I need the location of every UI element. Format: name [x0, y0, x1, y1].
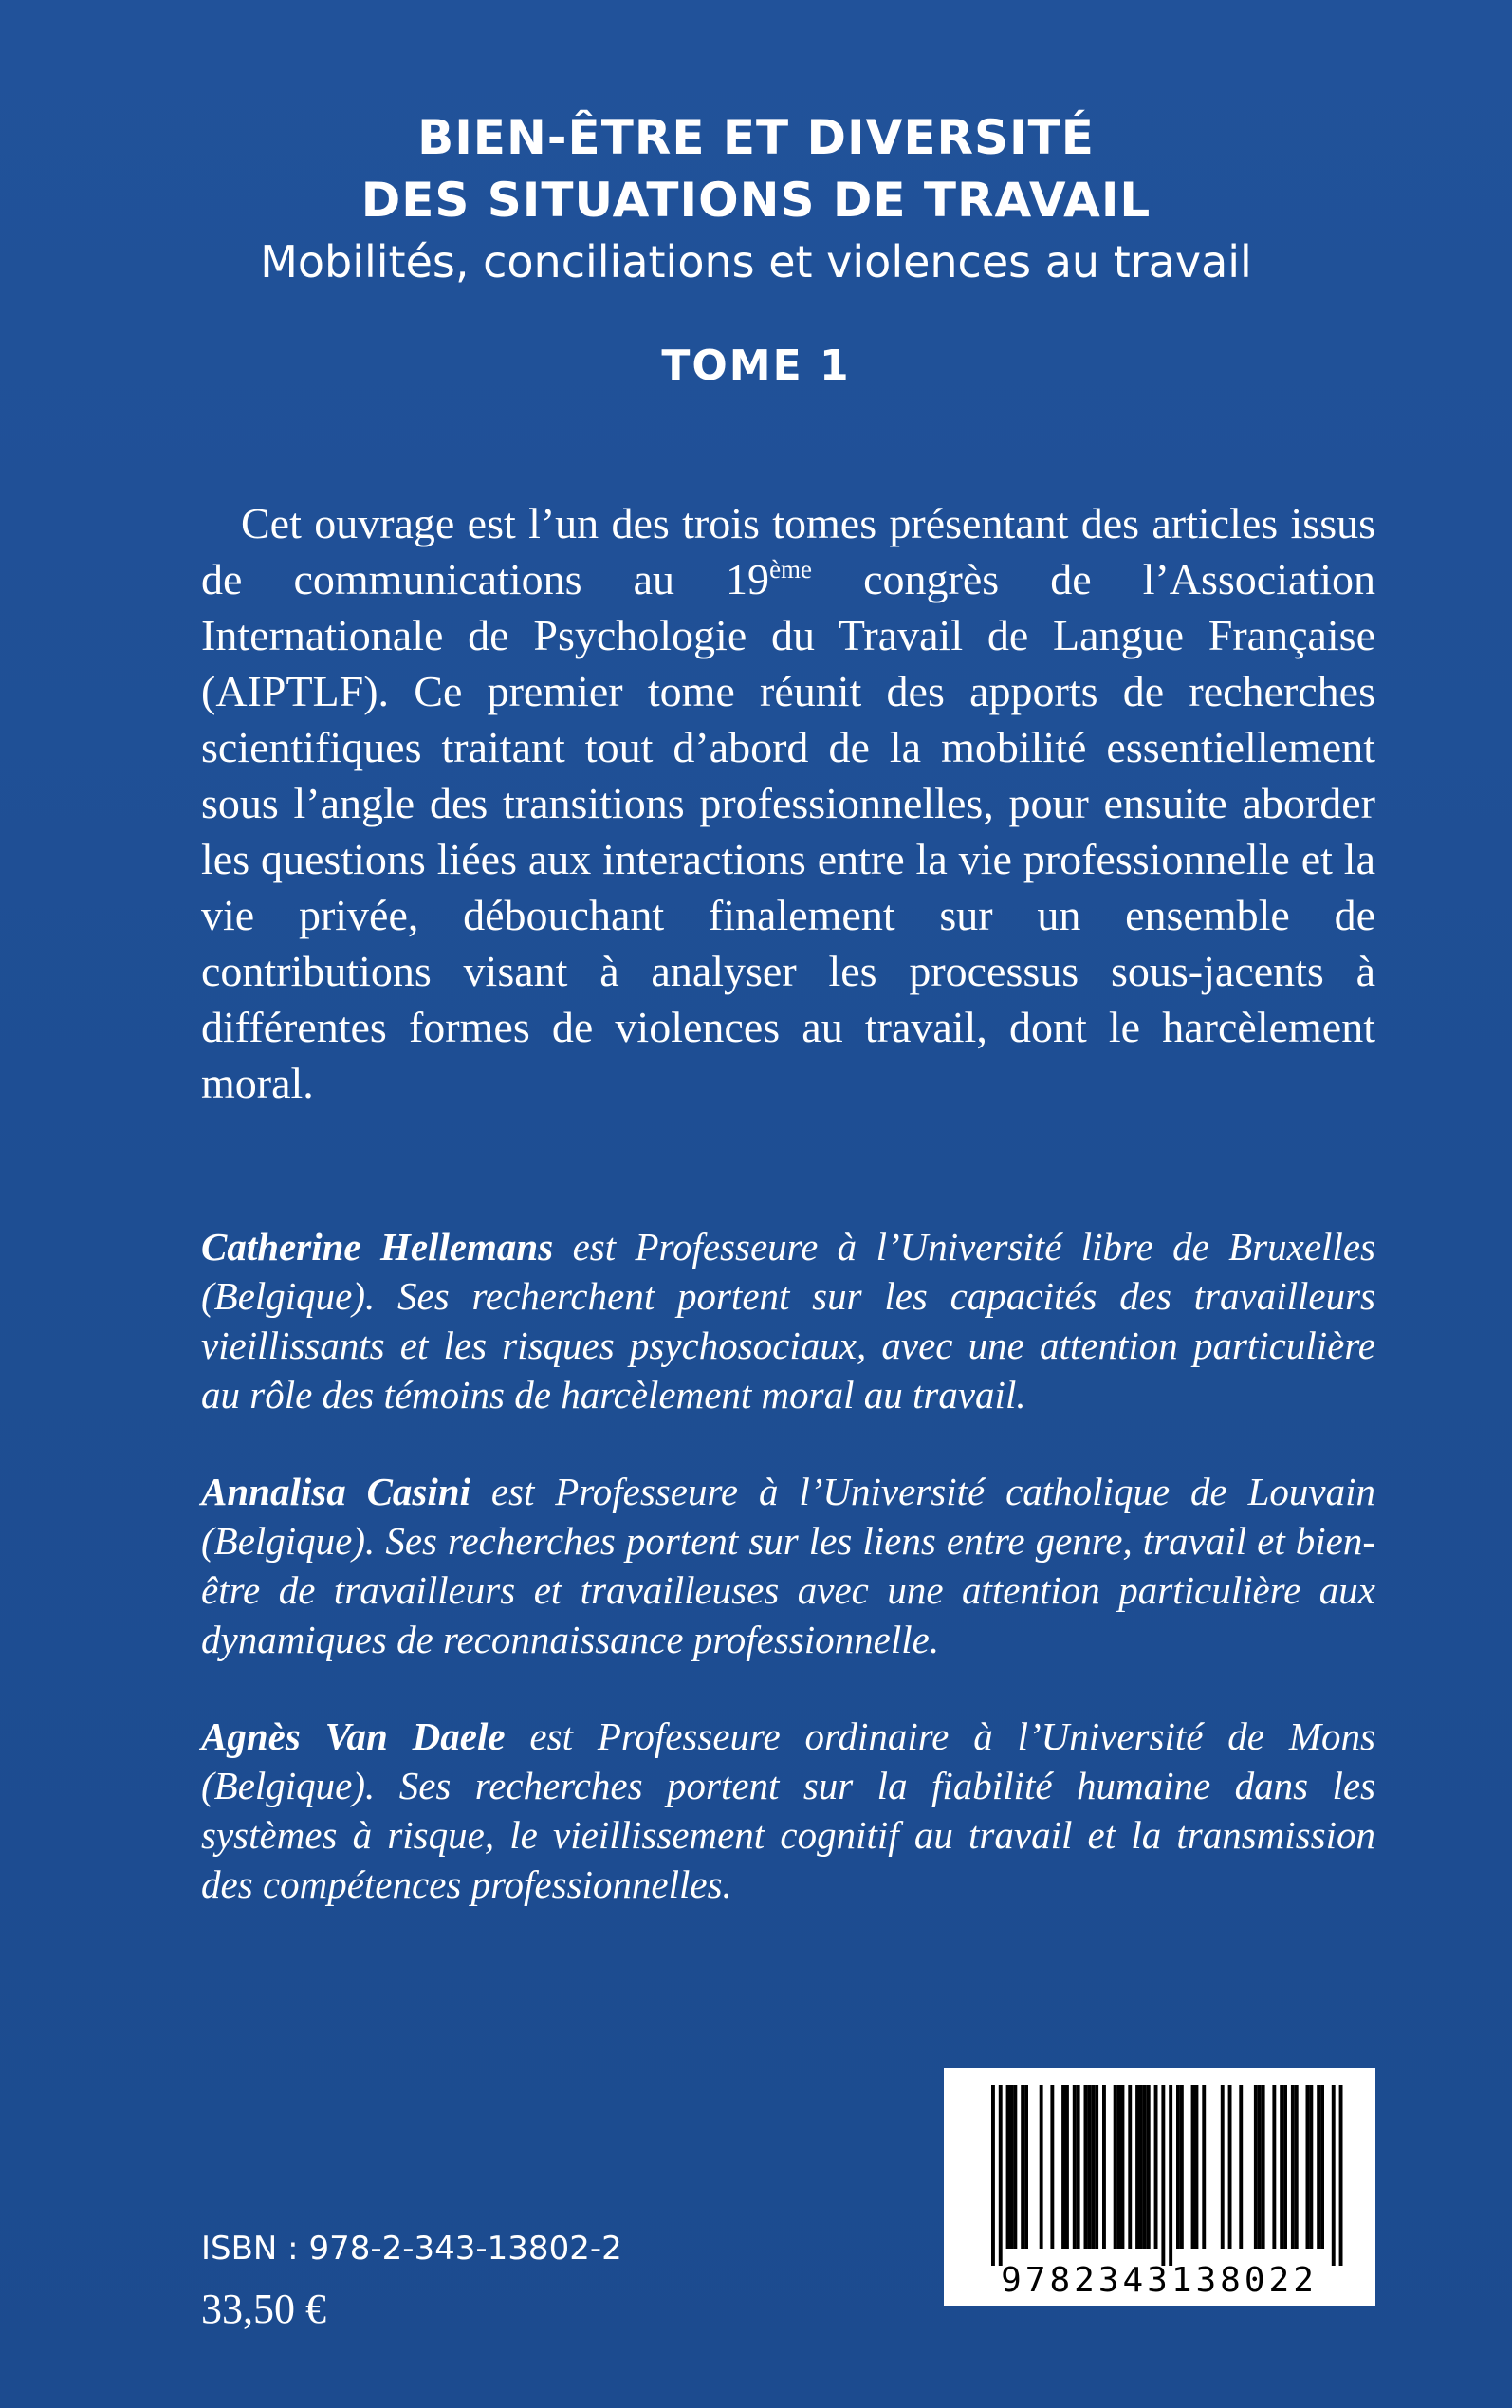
author-name-2: Annalisa Casini [201, 1470, 470, 1513]
barcode-bar [1228, 2085, 1232, 2249]
book-title-line-2: DES SITUATIONS DE TRAVAIL [360, 173, 1152, 228]
barcode-bar [1169, 2085, 1172, 2266]
barcode-graphic [944, 2068, 1375, 2306]
barcode-bars [991, 2085, 1343, 2266]
barcode-bar [1272, 2085, 1276, 2249]
barcode-digits: 9782343138022 [1001, 2261, 1318, 2300]
summary-superscript: ème [769, 555, 813, 583]
barcode-bar [1161, 2085, 1165, 2266]
barcode-bar [1073, 2085, 1077, 2249]
barcode-bar [1239, 2085, 1243, 2249]
barcode-bar [1254, 2085, 1258, 2249]
author-bio-2 [201, 1467, 1375, 1664]
barcode-bar [1309, 2085, 1313, 2249]
author-bio-text-3: est Professeure ordinaire à l’Université de Mons (Belgique). Ses recherches portent sur la fiabilité humaine dans les systèmes à risque, le vieillissement cognitif au travail et la transmission des compétences professionnelles. [201, 1714, 1375, 1906]
summary-text-part-2: congrès de l’Association Internationale de Psychologie du Travail de Langue Française (AIPTLF). Ce premier tome réunit des apports de recherches scientifiques traitant tout d’abord de la mobilité essentiellement sous l’angle des transitions professionnelles, pour ensuite aborder les questions liées aux interactions entre la vie professionnelle et la vie privée, débouchant finalement sur un ensemble de contributions visant à analyser les processus sous-jacents à différentes formes de violences au travail, dont le harcèlement moral. [201, 555, 1375, 1107]
barcode-bar [999, 2085, 1003, 2266]
barcode-bar [1295, 2085, 1299, 2249]
barcode-bar [1102, 2085, 1106, 2249]
barcode-bar [1128, 2085, 1132, 2249]
barcode-bar [1091, 2085, 1095, 2249]
barcode-bar [1154, 2085, 1158, 2249]
barcode-bar [1114, 2085, 1117, 2249]
barcode-bar [1135, 2085, 1139, 2249]
author-bios [201, 1222, 1375, 1956]
barcode [944, 2068, 1375, 2306]
barcode-bar [1202, 2085, 1206, 2249]
barcode-bar [1306, 2085, 1310, 2249]
barcode-bar [1121, 2085, 1125, 2249]
barcode-bar [1084, 2085, 1088, 2249]
barcode-bar [1006, 2085, 1010, 2249]
barcode-bar [1221, 2085, 1225, 2249]
barcode-bar [1176, 2085, 1180, 2249]
tome-label: TOME 1 [661, 342, 851, 390]
barcode-bar [1180, 2085, 1184, 2249]
barcode-bar [1258, 2085, 1262, 2249]
price: 33,50 € [201, 2286, 326, 2332]
barcode-bar [1143, 2085, 1147, 2249]
summary-paragraph [201, 495, 1375, 1111]
barcode-bar [1061, 2085, 1065, 2249]
author-bio-1 [201, 1222, 1375, 1419]
barcode-bar [1065, 2085, 1069, 2249]
summary-text-part-1: Cet ouvrage est l’un des trois tomes présentant des articles issus de communications au 19 [201, 499, 1375, 603]
barcode-bar [1040, 2085, 1043, 2249]
barcode-bar [1077, 2085, 1080, 2249]
barcode-bar [1117, 2085, 1121, 2249]
barcode-bar [1013, 2085, 1017, 2249]
barcode-bar [1291, 2085, 1295, 2249]
barcode-bar [1139, 2085, 1143, 2249]
barcode-bar [1024, 2085, 1028, 2249]
barcode-bar [1262, 2085, 1265, 2249]
barcode-bar [1010, 2085, 1014, 2249]
barcode-bar [991, 2085, 995, 2266]
author-name-1: Catherine Hellemans [201, 1225, 554, 1269]
author-bio-text-2: est Professeure à l’Université catholique de Louvain (Belgique). Ses recherches portent sur les liens entre genre, travail et bien-être de travailleurs et travailleuses avec une attention particulière aux dynamiques de reconnaissance professionnelle. [201, 1470, 1376, 1661]
barcode-bar [1095, 2085, 1098, 2249]
barcode-bar [1021, 2085, 1024, 2249]
barcode-bar [1317, 2085, 1320, 2249]
barcode-bar [1191, 2085, 1195, 2249]
isbn: ISBN : 978-2-343-13802-2 [201, 2230, 622, 2268]
book-subtitle: Mobilités, conciliations et violences au travail [260, 236, 1252, 287]
author-bio-text-1: est Professeure à l’Université libre de Bruxelles (Belgique). Ses recherchent portent sur les capacités des travailleurs vieillissants et les risques psychosociaux, avec une attention particulière au rôle des témoins de harcèlement moral au travail. [201, 1225, 1375, 1417]
barcode-bar [1283, 2085, 1287, 2249]
author-name-3: Agnès Van Daele [201, 1714, 506, 1758]
barcode-bar [1280, 2085, 1283, 2249]
barcode-bar [1320, 2085, 1324, 2249]
barcode-bar [1147, 2085, 1151, 2249]
barcode-bar [1332, 2085, 1336, 2266]
barcode-bar [1087, 2085, 1091, 2249]
barcode-bar [1050, 2085, 1054, 2249]
barcode-bar [1339, 2085, 1343, 2266]
author-bio-3 [201, 1712, 1375, 1909]
book-title-line-1: BIEN-ÊTRE ET DIVERSITÉ [417, 110, 1095, 165]
cover-header [0, 106, 1512, 390]
barcode-bar [1195, 2085, 1199, 2249]
